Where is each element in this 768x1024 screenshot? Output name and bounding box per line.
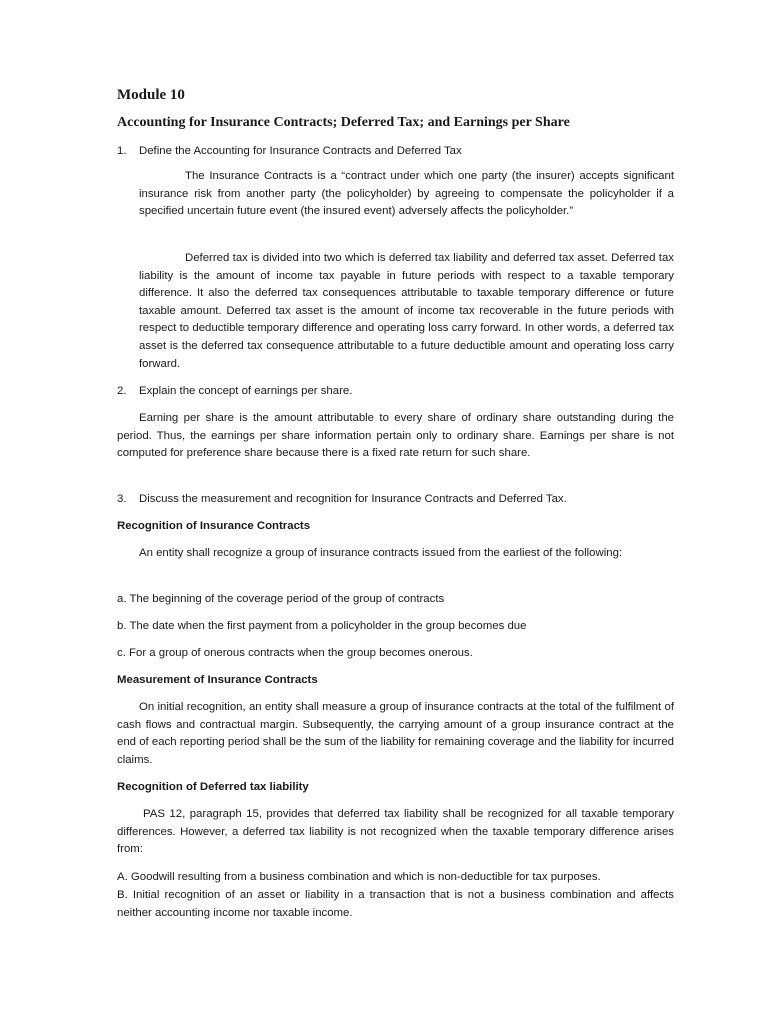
question-1-number: 1. — [117, 145, 127, 157]
measurement-insurance-heading: Measurement of Insurance Contracts — [117, 674, 318, 686]
question-3-number: 3. — [117, 493, 127, 505]
recognition-item-c: c. For a group of onerous contracts when the group becomes onerous. — [117, 647, 473, 659]
question-1-text: Define the Accounting for Insurance Contracts and Deferred Tax — [139, 145, 462, 157]
recognition-dtl-paragraph: PAS 12, paragraph 15, provides that deferred tax liability shall be recognized for all taxable temporary differences. However, a deferred tax liability is not recognized when the taxable temporary difference arises from: — [117, 808, 674, 856]
recognition-insurance-intro: An entity shall recognize a group of insurance contracts issued from the earliest of the following: — [139, 547, 623, 559]
q2-earnings-per-share-paragraph: Earning per share is the amount attributable to every share of ordinary share outstanding during the period. Thus, the earnings per share information pertain only to ordinary share. Earnings per share is not computed for preference share because there is a fixed rate return for such share. — [117, 412, 674, 460]
q1-deferred-tax-paragraph: Deferred tax is divided into two which is deferred tax liability and deferred tax asset. Deferred tax liability is the amount of income tax payable in future periods with respect to a taxable temporary difference. It also the deferred tax consequences attributable to taxable temporary difference or future taxable amount. Deferred tax asset is the amount of income tax recoverable in the future periods with respect to deductible temporary difference and operating loss carry forward. In other words, a deferred tax asset is the deferred tax consequence attributable to a future deductible amount and operating loss carry forward. — [139, 252, 674, 370]
module-label: Module 10 — [117, 87, 185, 103]
measurement-insurance-paragraph: On initial recognition, an entity shall measure a group of insurance contracts at the total of the fulfilment of cash flows and contractual margin. Subsequently, the carrying amount of a group insurance contract at the end of each reporting period shall be the sum of the liability for remaining coverage and the liability for incurred claims. — [117, 701, 674, 766]
document-title: Accounting for Insurance Contracts; Deferred Tax; and Earnings per Share — [117, 115, 570, 130]
recognition-dtl-heading: Recognition of Deferred tax liability — [117, 781, 309, 793]
question-2-text: Explain the concept of earnings per share. — [139, 385, 353, 397]
recognition-insurance-heading: Recognition of Insurance Contracts — [117, 520, 311, 532]
dtl-item-b: B. Initial recognition of an asset or liability in a transaction that is not a business combination and affects neither accounting income nor taxable income. — [117, 889, 674, 919]
question-3-text: Discuss the measurement and recognition for Insurance Contracts and Deferred Tax. — [139, 493, 567, 505]
recognition-item-a: a. The beginning of the coverage period of the group of contracts — [117, 593, 445, 605]
question-2-number: 2. — [117, 385, 127, 397]
q1-insurance-paragraph: The Insurance Contracts is a “contract under which one party (the insurer) accepts significant insurance risk from another party (the policyholder) by agreeing to compensate the policyholder if a specified uncertain future event (the insured event) adversely affects the policyholder.” — [139, 170, 674, 218]
dtl-item-a: A. Goodwill resulting from a business combination and which is non-deductible for tax purposes. — [117, 871, 601, 883]
recognition-item-b: b. The date when the first payment from a policyholder in the group becomes due — [117, 620, 527, 632]
